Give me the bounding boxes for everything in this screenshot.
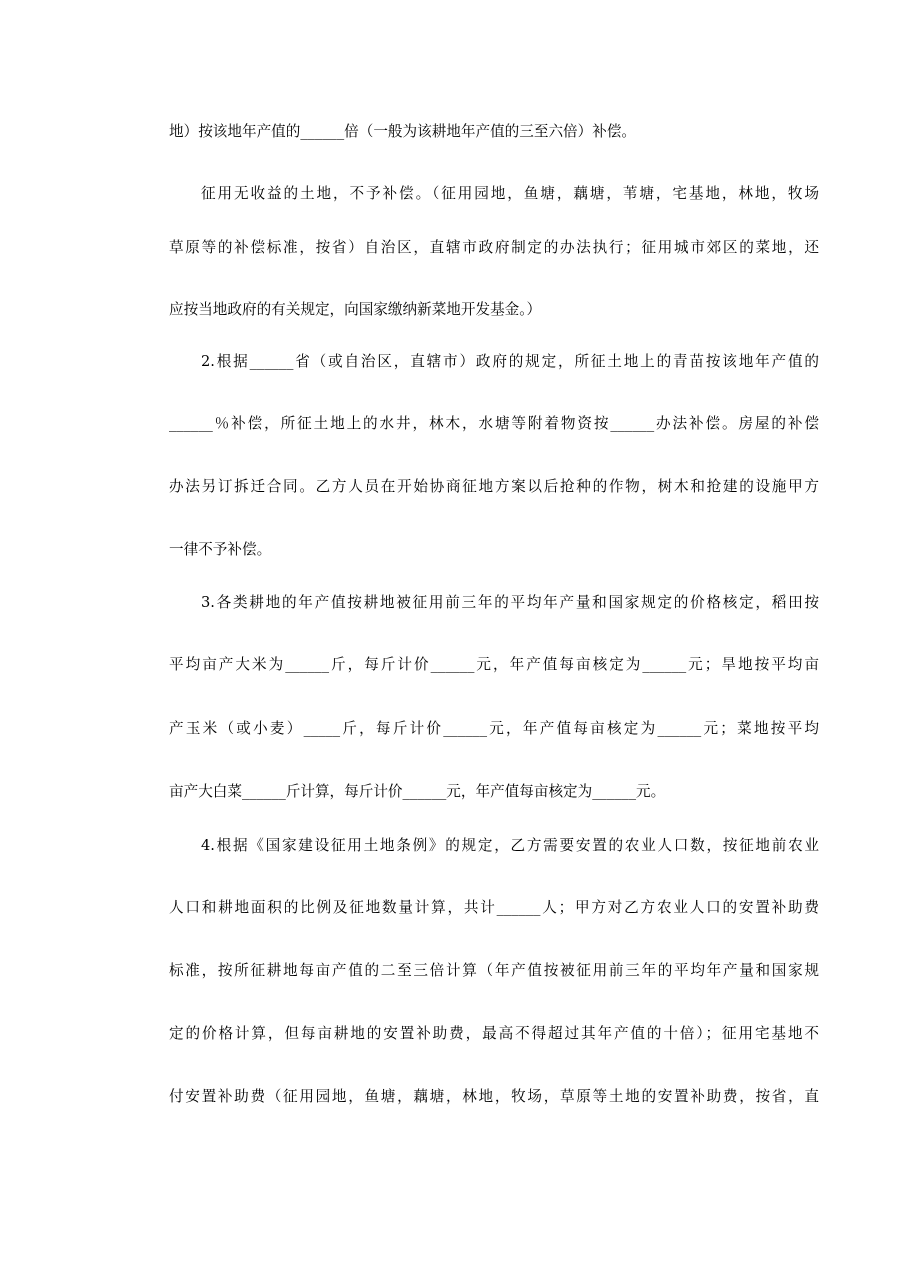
text-line: 3.各类耕地的年产值按耕地被征用前三年的平均年产量和国家规定的价格核定，稻田按 (201, 594, 819, 611)
text-line: 征用无收益的土地，不予补偿。（征用园地，鱼塘，藕塘，苇塘，宅基地，林地，牧场 (201, 185, 819, 202)
text-line: 4.根据《国家建设征用土地条例》的规定，乙方需要安置的农业人口数，按征地前农业 (201, 837, 819, 854)
text-line: 标准，按所征耕地每亩产值的二至三倍计算（年产值按被征用前三年的平均年产量和国家规 (169, 962, 819, 979)
text-line: 定的价格计算，但每亩耕地的安置补助费，最高不得超过其年产值的十倍）；征用宅基地不 (169, 1025, 819, 1042)
text-line: 地）按该地年产值的______倍（一般为该耕地年产值的三至六倍）补偿。 (169, 123, 637, 140)
text-line: 草原等的补偿标准，按省）自治区，直辖市政府制定的办法执行；征用城市郊区的菜地，还 (169, 239, 819, 256)
text-line: 付安置补助费（征用园地，鱼塘，藕塘，林地，牧场，草原等土地的安置补助费，按省，直 (169, 1088, 819, 1105)
text-line: 产玉米（或小麦）_____斤，每斤计价______元，年产值每亩核定为______元；菜地按平均 (169, 720, 819, 737)
text-line: 办法另订拆迁合同。乙方人员在开始协商征地方案以后抢种的作物，树木和抢建的设施甲方 (169, 478, 819, 495)
text-line: 亩产大白菜______斤计算，每斤计价______元，年产值每亩核定为______元。 (169, 783, 666, 800)
text-line: ______％补偿，所征土地上的水井，林木，水塘等附着物资按______办法补偿。房屋的补偿 (169, 415, 819, 432)
text-line: 一律不予补偿。 (169, 541, 272, 558)
text-line: 人口和耕地面积的比例及征地数量计算，共计______人；甲方对乙方农业人口的安置补助费 (169, 899, 819, 916)
text-line: 应按当地政府的有关规定，向国家缴纳新菜地开发基金。） (169, 301, 542, 318)
text-line: 平均亩产大米为______斤，每斤计价______元，年产值每亩核定为______元；旱地按平均亩 (169, 656, 819, 673)
text-line: 2.根据______省（或自治区，直辖市）政府的规定，所征土地上的青苗按该地年产值的 (201, 353, 819, 370)
